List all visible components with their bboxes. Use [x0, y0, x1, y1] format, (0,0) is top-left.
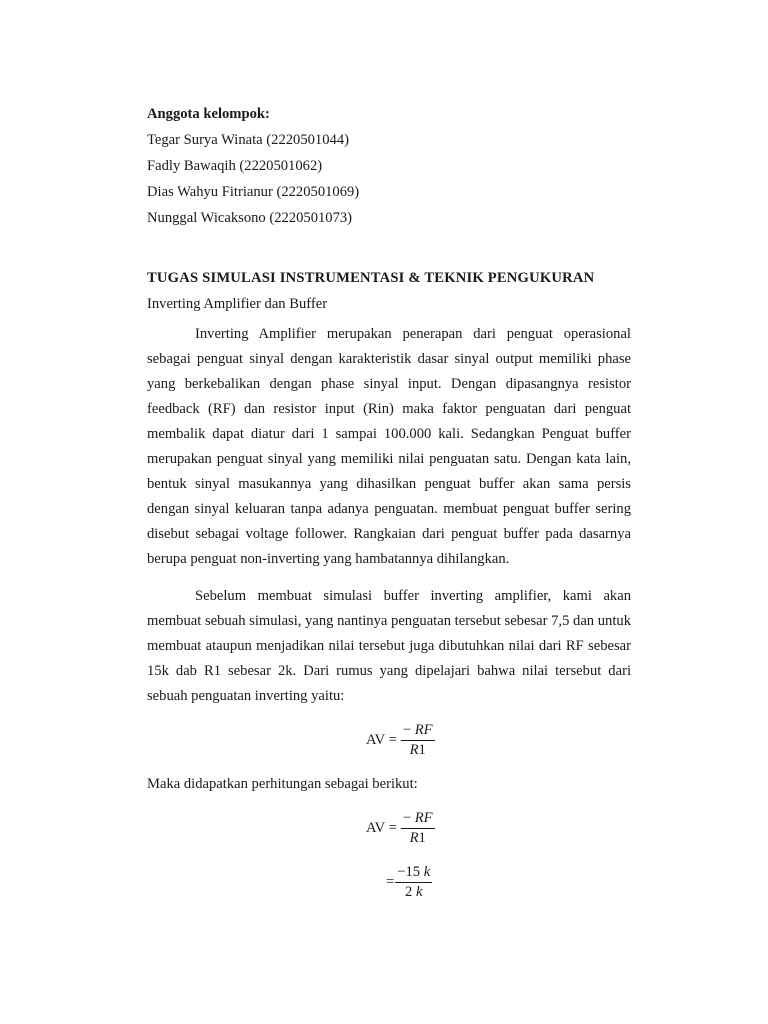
denominator-r: R [409, 742, 419, 758]
formula-lhs: = [386, 874, 395, 890]
member-4: Nunggal Wicaksono (2220501073) [147, 210, 353, 226]
numerator-value: 15 [405, 864, 421, 880]
formula-gain [366, 722, 435, 759]
formula-calc-1 [366, 810, 435, 847]
formula-denominator [405, 883, 422, 901]
formula-denominator [410, 741, 426, 759]
assignment-subtitle: Inverting Amplifier dan Buffer [147, 296, 328, 312]
denominator-sub: 1 [418, 742, 426, 758]
paragraph-1 [147, 322, 631, 572]
denominator-r: R [409, 830, 419, 846]
formula-lhs: AV = [366, 732, 397, 748]
minus-sign: − [397, 864, 406, 880]
numerator-rf: RF [414, 722, 433, 738]
minus-sign: − [402, 722, 412, 738]
formula-calc-2 [386, 864, 432, 901]
numerator-unit: k [423, 864, 431, 880]
members-section [147, 101, 631, 231]
denominator-value: 2 [405, 884, 413, 900]
calc-intro [147, 771, 631, 797]
formula-lhs: AV = [366, 820, 397, 836]
calc-intro-text: Maka didapatkan perhitungan sebagai berikut: [147, 776, 418, 792]
paragraph-2-text: Sebelum membuat simulasi buffer inverting amplifier, kami akan membuat sebuah simulasi, yang nantinya penguatan tersebut sebesar 7,5 dan untuk membuat ataupun menjadikan nilai tersebut juga dibutuhkan nilai dari RF sebesar 15k dab R1 sebesar 2k. Dari rumus yang dipelajari bahwa nilai tersebut dari sebuah penguatan inverting yaitu: [147, 588, 631, 704]
formula-numerator [401, 810, 435, 829]
member-3: Dias Wahyu Fitrianur (2220501069) [147, 184, 360, 200]
formula-fraction [401, 722, 435, 759]
denominator-unit: k [415, 884, 423, 900]
member-2: Fadly Bawaqih (2220501062) [147, 158, 323, 174]
numerator-rf: RF [414, 810, 433, 826]
formula-fraction [401, 810, 435, 847]
formula-fraction [395, 864, 432, 901]
formula-numerator [401, 722, 435, 741]
assignment-title: TUGAS SIMULASI INSTRUMENTASI & TEKNIK PENGUKURAN [147, 270, 595, 286]
paragraph-1-text: Inverting Amplifier merupakan penerapan dari penguat operasional sebagai penguat sinyal dengan karakteristik dasar sinyal output memiliki phase yang berkebalikan dengan phase sinyal input. Dengan dipasangnya resistor feedback (RF) dan resistor input (Rin) maka faktor penguatan dari penguat membalik dapat diatur dari 1 sampai 100.000 kali. Sedangkan Penguat buffer merupakan penguat sinyal yang memiliki nilai penguatan satu. Dengan kata lain, bentuk sinyal masukannya yang dihasilkan penguat buffer akan sama persis dengan sinyal keluaran tanpa adanya penguatan. membuat penguat buffer sering disebut sebagai voltage follower. Rangkaian dari penguat buffer pada dasarnya berupa penguat non-inverting yang hambatannya dihilangkan. [147, 326, 631, 567]
paragraph-2 [147, 584, 631, 709]
formula-denominator [410, 829, 426, 847]
assignment-header [147, 265, 631, 317]
denominator-sub: 1 [418, 830, 426, 846]
minus-sign: − [402, 810, 412, 826]
member-1: Tegar Surya Winata (2220501044) [147, 132, 349, 148]
members-heading: Anggota kelompok: [147, 106, 270, 122]
formula-numerator [395, 864, 432, 883]
